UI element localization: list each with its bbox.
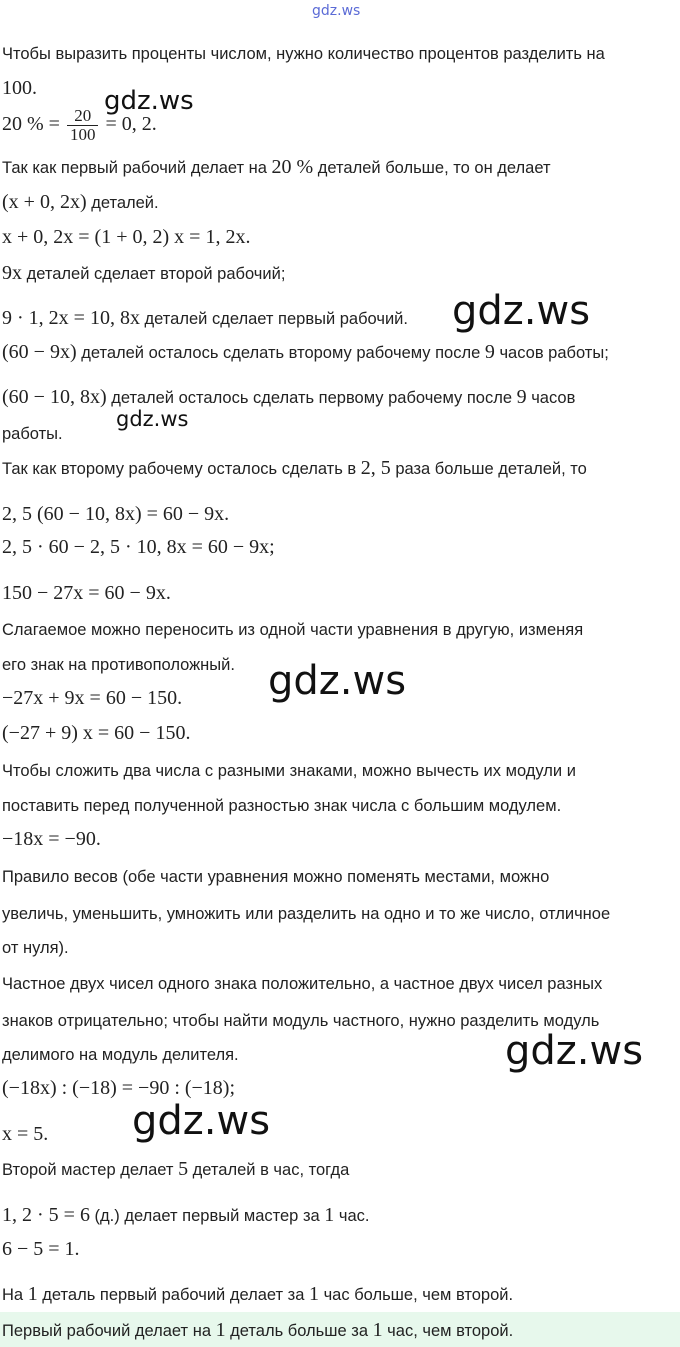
- math-line: x = 5.: [2, 1123, 49, 1145]
- math-line: (−27 + 9) x = 60 − 150.: [2, 722, 191, 744]
- math-expression: 9 · 1, 2x = 10, 8x: [2, 307, 140, 329]
- text: часов работы;: [494, 344, 609, 362]
- fraction: [67, 107, 99, 144]
- fraction-numerator: 20: [67, 107, 99, 126]
- fraction-denominator: 100: [69, 125, 96, 144]
- math-line: 6 − 5 = 1.: [2, 1238, 80, 1260]
- text-line: Правило весов (обе части уравнения можно поменять местами, можно: [2, 868, 550, 886]
- math-expression: 1: [27, 1283, 38, 1305]
- watermark: gdz.ws: [132, 1098, 271, 1144]
- math-line: −18x = −90.: [2, 828, 101, 850]
- math-expression: 9: [484, 341, 495, 363]
- text-line: работы.: [2, 425, 63, 443]
- site-link[interactable]: gdz.ws: [312, 3, 361, 19]
- math-line: 150 − 27x = 60 − 9x.: [2, 582, 171, 604]
- watermark: gdz.ws: [268, 658, 407, 704]
- math-expression: 1: [309, 1283, 319, 1305]
- text: деталей сделает первый рабочий.: [139, 310, 408, 328]
- watermark: gdz.ws: [104, 86, 194, 116]
- watermark: gdz.ws: [116, 407, 189, 431]
- text-line: от нуля).: [2, 939, 69, 957]
- text-line: [2, 386, 575, 409]
- math-line: 2, 5 (60 − 10, 8x) = 60 − 9x.: [2, 503, 230, 525]
- text: раза больше деталей, то: [390, 460, 587, 478]
- math-expression: (60 − 10, 8x): [2, 386, 107, 408]
- text: часов: [526, 389, 576, 407]
- text-line: [2, 1158, 349, 1181]
- text: час, чем второй.: [382, 1322, 514, 1340]
- text: деталей больше, то он делает: [313, 159, 551, 177]
- math-line: (−18x) : (−18) = −90 : (−18);: [2, 1077, 236, 1099]
- watermark: gdz.ws: [505, 1028, 644, 1074]
- math-expression: 1, 2 · 5 = 6: [2, 1204, 90, 1226]
- watermark: gdz.ws: [452, 288, 591, 334]
- text: Первый рабочий делает на: [2, 1322, 216, 1340]
- text: час.: [334, 1207, 370, 1225]
- math-line: 100.: [2, 77, 37, 99]
- answer-text: [2, 1319, 513, 1342]
- math-expression: 20 % =: [2, 112, 65, 135]
- text-line: [2, 1204, 369, 1227]
- text: деталей в час, тогда: [188, 1161, 350, 1179]
- math-line: x + 0, 2x = (1 + 0, 2) x = 1, 2x.: [2, 226, 251, 248]
- math-line: −27x + 9x = 60 − 150.: [2, 687, 183, 709]
- text-line: знаков отрицательно; чтобы найти модуль частного, нужно разделить модуль: [2, 1012, 600, 1030]
- text: деталей.: [86, 194, 159, 212]
- answer-box: [0, 1312, 680, 1347]
- text-line: [2, 262, 285, 285]
- text: Так как первый рабочий делает на: [2, 159, 272, 177]
- text-line: делимого на модуль делителя.: [2, 1046, 239, 1064]
- math-line: 2, 5 · 60 − 2, 5 · 10, 8x = 60 − 9x;: [2, 536, 275, 558]
- text: Второй мастер делает: [2, 1161, 179, 1179]
- text-line: Чтобы сложить два числа с разными знаками, можно вычесть их модули и: [2, 762, 576, 780]
- text-line: его знак на противоположный.: [2, 656, 235, 674]
- math-expression: 20 %: [271, 156, 314, 178]
- math-expression: 1: [372, 1319, 383, 1341]
- text-line: Слагаемое можно переносить из одной части уравнения в другую, изменяя: [2, 621, 584, 639]
- math-expression: 5: [178, 1158, 189, 1180]
- text-line: [2, 191, 159, 214]
- text: деталей сделает второй рабочий;: [22, 265, 286, 283]
- text: Так как второму рабочему осталось сделать в: [2, 460, 361, 478]
- text-line: [2, 457, 587, 480]
- text-line: [2, 1283, 513, 1306]
- text: (д.) делает первый мастер за: [89, 1207, 325, 1225]
- text-line: [2, 307, 408, 330]
- text: час больше, чем второй.: [319, 1286, 514, 1304]
- math-expression: (x + 0, 2x): [2, 191, 87, 213]
- math-expression: 1: [324, 1204, 335, 1226]
- math-expression: 2, 5: [360, 457, 391, 479]
- text-line: [2, 341, 609, 364]
- math-expression: = 0, 2.: [100, 112, 157, 135]
- math-expression: 9: [516, 386, 527, 408]
- text-line: Частное двух чисел одного знака положительно, а частное двух чисел разных: [2, 975, 603, 993]
- text-line: [2, 156, 551, 179]
- text: На: [2, 1286, 28, 1304]
- text: деталь первый рабочий делает за: [37, 1286, 309, 1304]
- math-expression: 1: [215, 1319, 226, 1341]
- text: деталь больше за: [225, 1322, 373, 1340]
- text-line: Чтобы выразить проценты числом, нужно количество процентов разделить на: [2, 45, 605, 63]
- math-expression: 9x: [2, 262, 22, 284]
- math-expression: (60 − 9x): [2, 341, 77, 363]
- text: деталей осталось сделать второму рабочему после: [76, 344, 485, 362]
- text-line: увеличь, уменьшить, умножить или разделить на одно и то же число, отличное: [2, 905, 611, 923]
- text-line: поставить перед полученной разностью знак числа с большим модулем.: [2, 797, 562, 815]
- text: деталей осталось сделать первому рабочему после: [106, 389, 517, 407]
